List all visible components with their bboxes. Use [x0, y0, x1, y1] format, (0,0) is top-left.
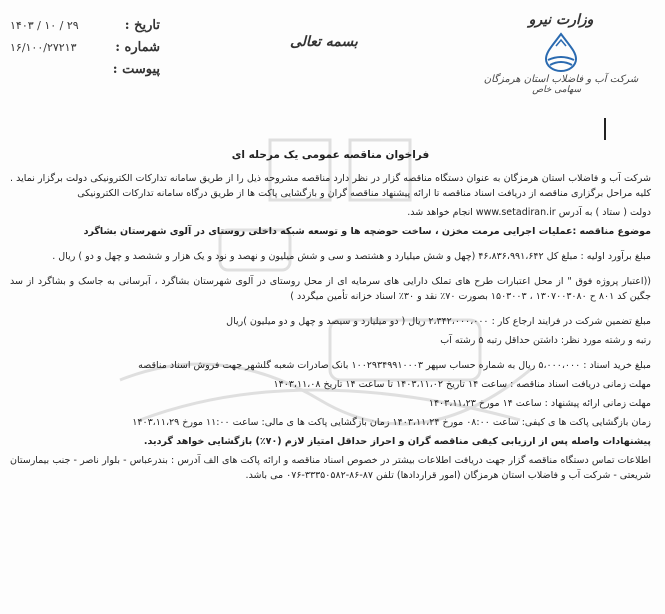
number-label: شماره :	[115, 40, 160, 55]
date-value: ۱۴۰۳ / ۱۰ / ۲۹	[10, 19, 79, 32]
intro-paragraph: شرکت آب و فاضلاب استان هرمزگان به عنوان دستگاه مناقصه گزار در نظر دارد مناقصه مشروحه ذیل را از طریق سامانه تدارکات الکترونیکی دولت برگزار نماید . کلیه مراحل برگزاری مناقصه از دریافت اسناد مناقصه تا ارائه پیشنهاد مناقصه گران و بازگشایی پاکت ها از طریق درگاه سامانه تدارکات الکترونیکی	[10, 173, 651, 199]
purchase-line: مبلغ خرید اسناد : ۵،۰۰۰،۰۰۰ ریال به شماره حساب سپهر ۱۰۰۲۹۳۴۹۹۱۰۰۰۳ بانک صادرات شعبه گلشهر جهت فروش اسناد مناقصه	[138, 360, 651, 371]
date-row	[10, 18, 160, 40]
attachment-label: پیوست :	[112, 62, 160, 77]
receive-deadline-line: مهلت زمانی دریافت اسناد مناقصه : ساعت ۱۴ تاریخ ۱۴۰۳،۱۱،۰۲ تا ساعت ۱۴ تاریخ ۱۴۰۳،۱۱،۰۸	[273, 379, 651, 390]
quality-note: پیشنهادات واصله پس از ارزیابی کیفی مناقصه گران و احراز حداقل امتیاز لازم (۷۰٪) بازگشایی خواهد گردید.	[143, 436, 651, 447]
grade-line: رتبه و رشته مورد نظر: داشتن حداقل رتبه ۵ رشته آب	[440, 335, 651, 346]
margin-mark	[604, 118, 606, 140]
submit-deadline-line: مهلت زمانی ارائه پیشنهاد : ساعت ۱۴ مورخ ۱۴۰۳،۱۱،۲۳	[428, 398, 651, 409]
date-label: تاریخ :	[124, 18, 160, 33]
credit-paragraph: ((اعتبار پروژه فوق " از محل اعتبارات طرح های تملک دارایی های سرمایه ای از محل روستای در آلوی شهرستان بشاگرد ، آبرسانی به جاسک و بشاگرد از سد جگین کد ۸۰۱ ح ۱۳۰۷۰۰۳۰۸۰ ، ۱۵۰۳۰۰۳ بصورت ۷۰٪ نقد و ۳۰٪ اسناد خزانه تأمین میگردد )	[10, 276, 651, 302]
bismillah-heading: بسمه تعالی	[290, 34, 358, 50]
guarantee-line: مبلغ تضمین شرکت در فرایند ارجاع کار : ۲،۳۴۲،۰۰۰،۰۰۰ ریال ( دو میلیارد و سیصد و چهل و دو میلیون )ریال	[226, 316, 651, 327]
intro-address-line: دولت ( ستاد ) به آدرس www.setadiran.ir انجام خواهد شد.	[407, 207, 651, 218]
company-logo-block	[481, 12, 641, 122]
opening-times-line: زمان بازگشایی پاکت ها ی کیفی: ساعت ۰۸:۰۰ مورخ ۱۴۰۳،۱۱،۲۴ زمان بازگشایی پاکت ها ی مالی: ساعت ۱۱:۰۰ مورخ ۱۴۰۳،۱۱،۲۹	[132, 417, 651, 428]
letter-meta	[10, 18, 160, 84]
contact-paragraph: اطلاعات تماس دستگاه مناقصه گزار جهت دریافت اطلاعات بیشتر در خصوص اسناد مناقصه و ارائه پاکت های الف آدرس : بندرعباس - بلوار ناصر - جنب بیمارستان شریعتی - شرکت آب و فاضلاب استان هرمزگان (امور قراردادها) تلفن ۸۷-۸۶-۳۳۳۵۰۵۸۲-۰۷۶ می باشد.	[10, 455, 651, 481]
estimate-line: مبلغ برآورد اولیه : مبلغ کل ۴۶،۸۳۶،۹۹۱،۶۴۲ (چهل و شش میلیارد و هشتصد و سی و شش میلیون و نهصد و نود و یک هزار و ششصد و چهل و دو ) ریال .	[52, 251, 651, 262]
notice-body	[10, 140, 651, 487]
company-name: شرکت آب و فاضلاب استان هرمزگان	[483, 74, 639, 85]
attachment-row	[10, 62, 160, 84]
ministry-name: وزارت نیرو	[528, 12, 594, 28]
water-drop-logo-icon	[538, 32, 584, 72]
number-value: ۱۶/۱۰۰/۲۷۲۱۳	[10, 41, 77, 54]
number-row	[10, 40, 160, 62]
company-type: سهامی خاص	[532, 85, 581, 95]
subject-line: موضوع مناقصه :عملیات اجرایی مرمت مخزن ، ساخت حوضچه ها و توسعه شبکه داخلی روستای در آلوی شهرستان بشاگرد	[83, 226, 651, 237]
notice-title: فراخوان مناقصه عمومی یک مرحله ای	[231, 149, 430, 161]
